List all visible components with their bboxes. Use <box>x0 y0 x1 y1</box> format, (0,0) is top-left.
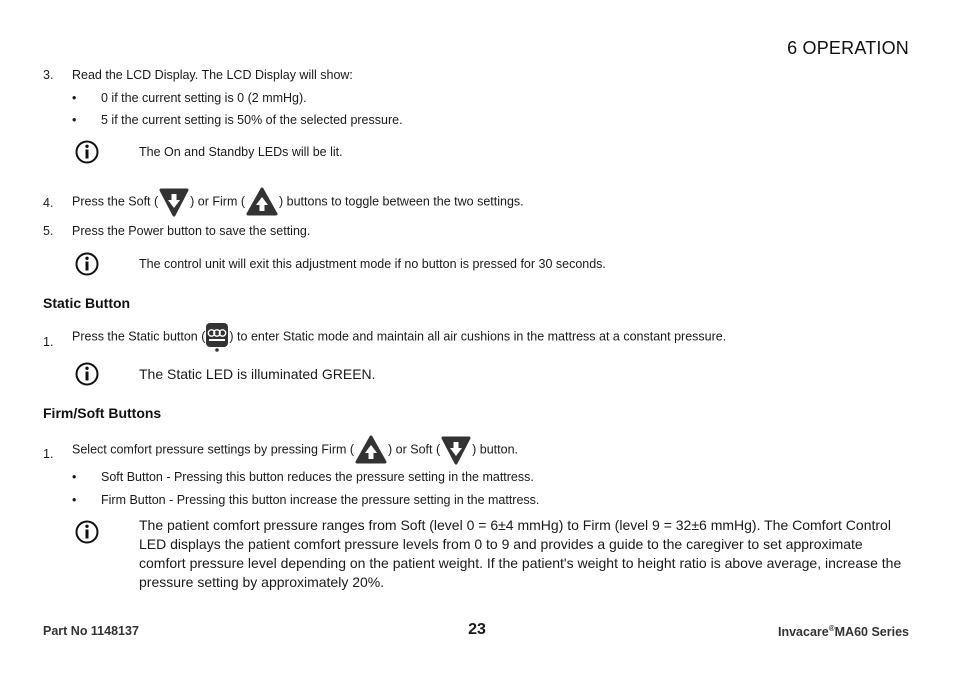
registered-mark: ® <box>828 624 835 633</box>
series-name: MA60 Series <box>834 625 909 640</box>
step-number: 3. <box>43 68 54 82</box>
step-number: 4. <box>43 196 54 210</box>
bullet: • <box>72 113 77 127</box>
note-text: The Static LED is illuminated GREEN. <box>139 366 376 382</box>
info-icon <box>75 362 99 386</box>
step-text: Select comfort pressure settings by pressing Firm ( <box>72 442 355 457</box>
brand-series <box>778 624 909 639</box>
soft-down-arrow-icon <box>158 187 190 217</box>
bullet: • <box>72 470 77 484</box>
step-text: Press the Power button to save the setting. <box>72 224 311 238</box>
info-icon <box>75 520 99 544</box>
step-number: 1. <box>43 447 54 461</box>
firm-soft-step-1 <box>0 435 954 467</box>
firm-up-arrow-icon <box>245 187 279 217</box>
bullet-text: 0 if the current setting is 0 (2 mmHg). <box>101 91 307 105</box>
section-heading-static: Static Button <box>43 295 131 311</box>
part-number: Part No 1148137 <box>43 624 139 638</box>
bullet: • <box>72 493 77 507</box>
step-text: ) button. <box>472 442 519 457</box>
section-heading-firm-soft: Firm/Soft Buttons <box>43 405 162 421</box>
info-icon <box>75 140 99 164</box>
info-icon <box>75 252 99 276</box>
step-text: Read the LCD Display. The LCD Display will show: <box>72 68 353 82</box>
bullet-text: Soft Button - Pressing this button reduces the pressure setting in the mattress. <box>101 470 534 484</box>
step-text: ) or Firm ( <box>190 194 246 209</box>
step-text: ) or Soft ( <box>388 442 441 457</box>
note-text: The patient comfort pressure ranges from Soft (level 0 = 6±4 mmHg) to Firm (level 9 = 32±6 mmHg). The Comfort Control LED displays the patient comfort pressure levels from 0 to 9 and provides a guide to the caregiver to set approximate comfort pressure level depending on the patient weight. If the patient's weight to height ratio is above average, increase the pressure setting by approximately 20%. <box>139 517 902 590</box>
note-text: The On and Standby LEDs will be lit. <box>139 145 343 159</box>
bullet-text: 5 if the current setting is 50% of the selected pressure. <box>101 113 403 127</box>
bullet: • <box>72 91 77 105</box>
step-4 <box>0 187 954 217</box>
step-text: Press the Soft ( <box>72 194 159 209</box>
step-text: ) buttons to toggle between the two settings. <box>279 194 524 209</box>
page-number: 23 <box>468 621 486 638</box>
static-mode-icon <box>205 322 229 352</box>
firm-up-arrow-icon <box>354 435 388 465</box>
step-number: 5. <box>43 224 54 238</box>
step-number: 1. <box>43 335 54 349</box>
step-text: Press the Static button ( <box>72 329 206 344</box>
step-text: ) to enter Static mode and maintain all air cushions in the mattress at a constant pressure. <box>229 329 727 344</box>
soft-down-arrow-icon <box>440 435 472 465</box>
brand-name: Invacare <box>778 625 829 640</box>
section-header: 6 OPERATION <box>787 38 909 58</box>
static-step-1 <box>0 322 954 354</box>
bullet-text: Firm Button - Pressing this button increase the pressure setting in the mattress. <box>101 493 540 507</box>
note-text: The control unit will exit this adjustment mode if no button is pressed for 30 seconds. <box>139 257 606 271</box>
